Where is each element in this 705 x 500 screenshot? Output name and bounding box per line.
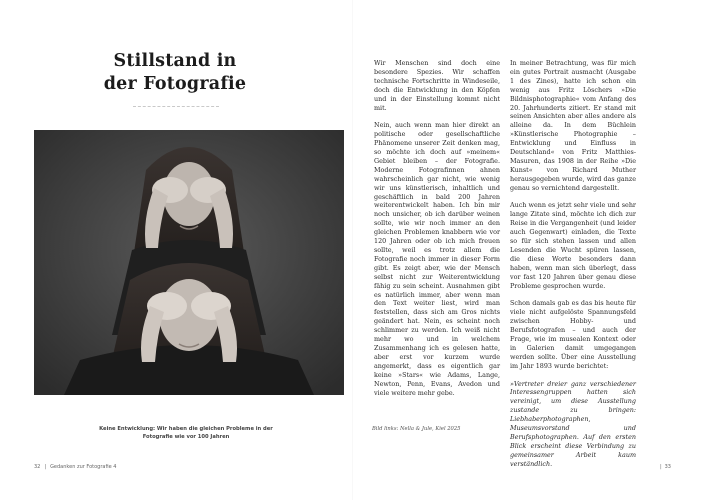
folio-separator-right: | [659,464,662,470]
body-paragraph: Auch wenn es jetzt sehr viele und sehr lange Zitate sind, möchte ich dich zur Reise in die Vergangenheit (und leider auch Gegenwart) einladen, die Texte so für sich stehen lassen und allen Lesenden die Wucht spüren lassen, die diese Worte besonders dann haben, wenn man sich überlegt, dass vor fast 120 Jahren über genau diese Probleme gesprochen wurde. [510,201,636,290]
photo-caption: Keine Entwicklung: Wir haben die gleichen Probleme in der Fotografie wie vor 100 Jahren [99,426,273,440]
page-gutter [352,0,353,500]
page-number-right: 33 [664,464,671,470]
article-photo [34,130,344,395]
title-divider [133,106,219,107]
body-paragraph: In meiner Betrachtung, was für mich ein gutes Portrait ausmacht (Ausgabe 1 des Zines), hatte ich schon ein wenig aus Fritz Löschers »Die Bildnisphotographie« vom Anfang des 20. Jahrhunderts zitiert. Er stand mit seinen Ansichten aber alles andere als alleine da. In dem Büchlein »Künstlerische Photographie – Entwicklung und Einfluss in Deutschland« von Fritz Matthies-Masuren, das 1908 in der Reihe »Die Kunst« von Richard Muther herausgegeben wurde, wird das ganze genau so vernichtend dargestellt. [510,59,636,192]
text-column-2 [510,59,636,478]
body-paragraph: Wir Menschen sind doch eine besondere Spezies. Wir schaffen technische Fortschritte in Windeseile, doch die Entwicklung in den Köpfen und in der Einstellung kommt nicht mit. [374,59,500,112]
running-title: Gedanken zur Fotografie 4 [50,464,117,470]
folio-separator-left: | [44,464,47,470]
body-paragraph: Nein, auch wenn man hier direkt an politische oder gesellschaftliche Phänomene unserer Zeit denken mag, so möchte ich doch auf »meinem« Gebiet bleiben – der Fotografie. Moderne Fotografinnen ahnen wahrscheinlich gar nicht, wie wenig wir uns künstlerisch, inhaltlich und geschäftlich in bald 200 Jahren weiterentwickelt haben. Ich bin mir noch unsicher, ob ich darüber weinen sollte, wie wir noch immer an den gleichen Problemen knabbern wie vor 120 Jahren oder ob ich mich freuen sollte, weil es trotz allem die Fotografie noch immer in dieser Form gibt. Es zeigt aber, wie der Mensch selbst nicht zur Weiterentwicklung fähig zu sein scheint. Ausnahmen gibt es natürlich immer, aber wenn man den Text weiter liest, wird man feststellen, dass sich am Gros nichts geändert hat. Nein, es scheint noch schlimmer zu werden. Ich weiß nicht mehr wo und in welchem Zusammenhang ich es gelesen hatte, aber erst vor kurzem wurde angemerkt, dass es eigentlich gar keine »Stars« wie Adams, Lange, Newton, Penn, Evans, Avedon und viele weitere mehr gebe. [374,121,500,397]
page-number-left: 32 [34,464,41,470]
article-title-line-2: der Fotografie [103,74,247,94]
photo-girls-covering-eyes [34,130,344,395]
article-title [90,50,260,96]
article-title-line-1: Stillstand in [113,51,237,71]
text-column-1 [374,59,500,406]
folio-left [34,464,116,470]
block-quote: »Vertreter dreier ganz verschiedener Interessengruppen hatten sich vereinigt, um diese Ausstellung zustande zu bringen: Liebhaberphotographen, Museumsvorstand und Berufsphotographen. Auf den ersten Blick erscheint diese Verbindung zu gemeinsamer Arbeit kaum verständlich. [510,379,636,468]
body-paragraph: Schon damals gab es das bis heute für viele nicht aufgelöste Spannungsfeld zwischen Hobby- und Berufsfotografen – und auch der Frage, wie im musealen Kontext oder in Galerien damit umgegangen werden sollte. Über eine Ausstellung im Jahr 1893 wurde berichtet: [510,299,636,370]
image-credit: Bild links: Nella & Jule, Kiel 2025 [372,426,461,432]
folio-right [660,464,671,470]
